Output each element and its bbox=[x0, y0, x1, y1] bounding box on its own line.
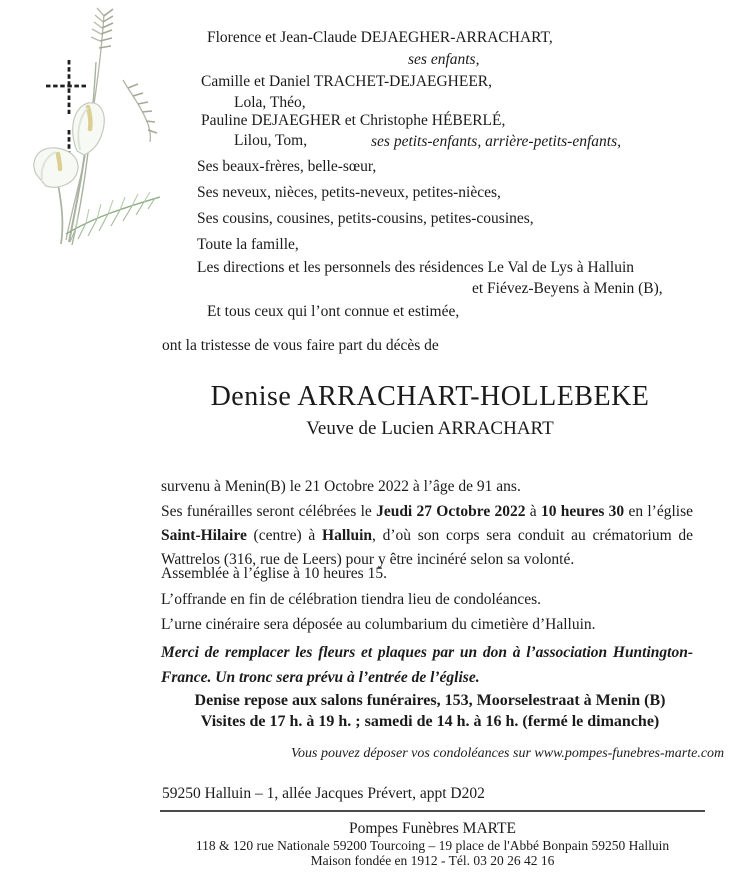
donation-paragraph: Merci de remplacer les fleurs et plaques par un don à l’association Huntington-France. Un tronc sera prévu à l’entrée de l’église. bbox=[161, 644, 693, 686]
acquaintances-line: Et tous ceux qui l’ont connue et estimée, bbox=[207, 303, 460, 320]
widow-line: Veuve de Lucien ARRACHART bbox=[306, 418, 554, 439]
footer-divider bbox=[160, 810, 705, 812]
funeral-home-founded: Maison fondée en 1912 - Tél. 03 20 26 42 16 bbox=[310, 853, 555, 868]
funeral-text: , d’où son corps sera conduit au crématorium de Wattrelos (316, rue de Leers) pour y être incinéré selon sa volonté. bbox=[161, 527, 693, 568]
relatives-line: Toute la famille, bbox=[197, 236, 299, 253]
grandchildren-line-1: Camille et Daniel TRACHET-DEJAEGHEER, bbox=[201, 73, 493, 90]
memorial-artwork bbox=[0, 0, 185, 252]
grandchildren-line-2: Lola, Théo, bbox=[234, 94, 306, 111]
urn-line: L’urne cinéraire sera déposée au columbarium du cimetière d’Halluin. bbox=[161, 616, 596, 633]
funeral-date: Jeudi 27 Octobre 2022 bbox=[376, 503, 526, 520]
children-label: ses enfants, bbox=[408, 51, 480, 68]
residences-line-2: et Fiévez-Beyens à Menin (B), bbox=[472, 280, 663, 297]
funeral-home-addresses: 118 & 120 rue Nationale 59200 Tourcoing – 19 place de l'Abbé Bonpain 59250 Halluin bbox=[195, 838, 670, 853]
relatives-line: Ses neveux, nièces, petits-neveux, petites-nièces, bbox=[197, 184, 501, 201]
funeral-church: Saint-Hilaire bbox=[161, 527, 247, 544]
assembly-line: Assemblée à l’église à 10 heures 15. bbox=[161, 565, 387, 582]
repose-line-1: Denise repose aux salons funéraires, 153, Moorselestraat à Menin (B) bbox=[194, 692, 666, 709]
funeral-city: Halluin bbox=[322, 527, 372, 544]
announcement-intro: ont la tristesse de vous faire part du décès de bbox=[162, 337, 439, 354]
deceased-name: Denise ARRACHART-HOLLEBEKE bbox=[210, 381, 650, 412]
funeral-text: à bbox=[525, 503, 541, 520]
relatives-line: Ses beaux-frères, belle-sœur, bbox=[197, 158, 377, 175]
residences-line-1: Les directions et les personnels des résidences Le Val de Lys à Halluin bbox=[197, 259, 635, 276]
offering-line: L’offrande en fin de célébration tiendra lieu de condoléances. bbox=[161, 591, 542, 608]
palm-leaf-icon bbox=[66, 192, 160, 242]
grandchildren-line-3: Pauline DEJAEGHER et Christophe HÉBERLÉ, bbox=[201, 112, 506, 129]
repose-line-2: Visites de 17 h. à 19 h. ; samedi de 14 h. à 16 h. (fermé le dimanche) bbox=[200, 713, 660, 730]
funeral-text: en l’église bbox=[624, 503, 693, 520]
funeral-time: 10 heures 30 bbox=[540, 503, 625, 520]
funeral-paragraph bbox=[161, 500, 693, 572]
funeral-text: (centre) à bbox=[246, 527, 323, 544]
funeral-home-name: Pompes Funèbres MARTE bbox=[349, 820, 516, 837]
online-condolences-line: Vous pouvez déposer vos condoléances sur www.pompes-funebres-marte.com bbox=[291, 746, 725, 761]
relatives-line: Ses cousins, cousines, petits-cousins, petites-cousines, bbox=[197, 210, 534, 227]
grandchildren-label: ses petits-enfants, arrière-petits-enfants, bbox=[371, 133, 621, 150]
home-address-line: 59250 Halluin – 1, allée Jacques Prévert, appt D202 bbox=[162, 785, 485, 802]
death-details: survenu à Menin(B) le 21 Octobre 2022 à l’âge de 91 ans. bbox=[161, 478, 521, 495]
children-names: Florence et Jean-Claude DEJAEGHER-ARRACHART, bbox=[207, 29, 553, 46]
funeral-text: Ses funérailles seront célébrées le bbox=[161, 503, 377, 520]
grandchildren-line-4: Lilou, Tom, bbox=[234, 132, 308, 149]
